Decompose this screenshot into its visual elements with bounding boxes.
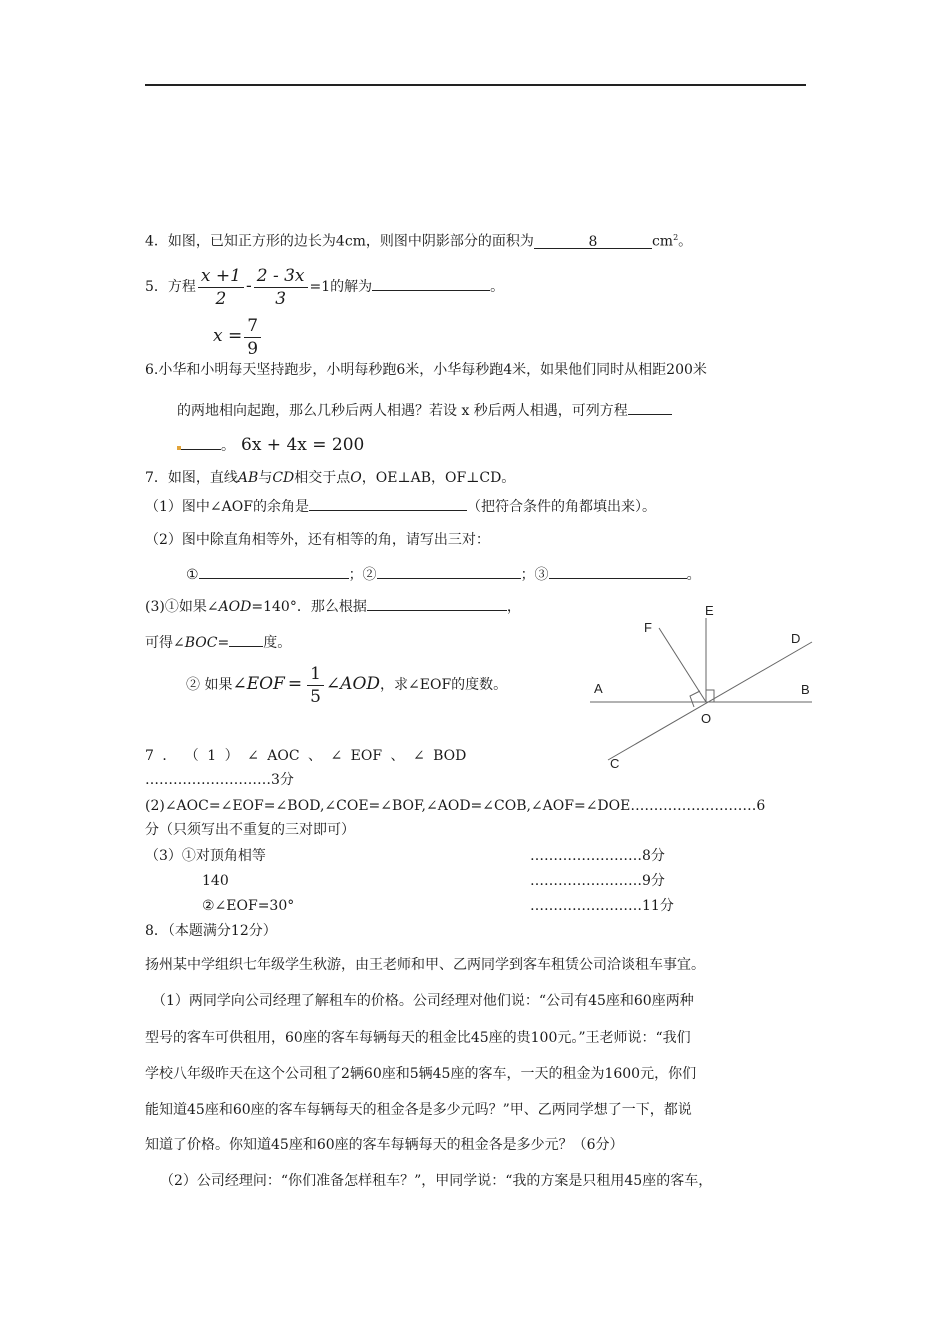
- q8-line-2: （1）两同学向公司经理了解租车的价格。公司经理对他们说：“公司有45座和60座两种: [152, 993, 694, 1009]
- ans7-line-2: ………………………3分: [145, 772, 294, 788]
- q5-fraction-2-numerator: 2 - 3x: [254, 265, 308, 288]
- q7-part-3-line-2: [145, 630, 291, 653]
- q6-line-1: 6.小华和小明每天坚持跑步，小明每秒跑6米，小华每秒跑4米，如果他们同时从相距200米: [145, 362, 707, 378]
- right-angle-e: [706, 690, 714, 702]
- label-D: D: [791, 631, 801, 646]
- q7-p3-b: =140°．那么根据: [251, 599, 367, 615]
- ans7-row-3-score: ……………………11分: [530, 898, 674, 914]
- q7-p3-2a: ② 如果: [186, 677, 233, 693]
- q6-line-3: [177, 434, 364, 457]
- q7-intro-d: ，OE⊥AB，OF⊥CD。: [361, 470, 516, 486]
- label-B: B: [801, 682, 810, 697]
- q7-c1: ①: [186, 567, 199, 583]
- q7-part-3-line-1: [145, 594, 521, 617]
- q7-p1-b: （把符合条件的角都填出来）。: [466, 499, 656, 515]
- q7-p3-2eq: =: [287, 674, 303, 694]
- q6-end: 。: [221, 438, 235, 454]
- label-C: C: [610, 756, 620, 771]
- q4-text: 4．如图，已知正方形的边长为4cm，则图中阴影部分的面积为: [145, 233, 534, 250]
- q7-blank-3: [549, 562, 687, 579]
- q5-answer-numerator: 7: [244, 315, 261, 338]
- q7-p3-f: 度。: [263, 635, 292, 651]
- q8-line-7: （2）公司经理问：“你们准备怎样租车？”，甲同学说：“我的方案是只租用45座的客车，: [160, 1173, 713, 1189]
- q8-title: 8．（本题满分12分）: [145, 923, 277, 939]
- q5-fraction-1-numerator: x +1: [198, 265, 244, 288]
- q5-answer-fraction: [244, 315, 261, 360]
- label-O: O: [701, 711, 712, 726]
- label-F: F: [644, 620, 652, 635]
- q7-part-2: （2）图中除直角相等外，还有相等的角，请写出三对：: [145, 532, 490, 548]
- q7-c-end: 。: [686, 567, 701, 583]
- q7-p3-c: ，: [506, 599, 521, 615]
- q8-line-6: 知道了价格。你知道45座和60座的客车每辆每天的租金各是多少元？（6分）: [145, 1137, 624, 1153]
- q8-line-3: 型号的客车可供租用，60座的客车每辆每天的租金比45座的贵100元。”王老师说：“我们: [145, 1030, 691, 1046]
- q7-p3-d: 可得∠: [145, 635, 185, 651]
- q6-blank-1: [628, 398, 672, 415]
- q4-unit: cm: [651, 233, 674, 250]
- q5-minus: -: [245, 276, 252, 296]
- q7-p3-boc: BOC: [184, 635, 218, 651]
- q7-p3-2eof: ∠EOF: [232, 674, 285, 694]
- q7-blank-1: [199, 562, 349, 579]
- q5-answer-denominator: 9: [247, 338, 259, 359]
- q7-p3-blank-2: [229, 630, 263, 647]
- ans7-row-1-score: ……………………8分: [530, 848, 665, 864]
- q7-c3: ；③: [520, 567, 549, 583]
- question-5: [145, 262, 504, 311]
- ans7-line-1: 7 ． （ 1 ） ∠ AOC 、 ∠ EOF 、 ∠ BOD: [145, 748, 467, 764]
- q5-answer-blank: [372, 274, 490, 291]
- q5-fraction-1-denominator: 2: [215, 288, 227, 309]
- ans7-row-2-score: ……………………9分: [530, 873, 665, 889]
- q7-part-2-blanks: [186, 562, 701, 585]
- q7-p3-aod: AOD: [218, 599, 252, 615]
- ans7-row-1-label: （3）①对顶角相等: [145, 848, 266, 864]
- line-cd: [608, 642, 812, 760]
- q8-line-5: 能知道45座和60座的客车每辆每天的租金各是多少元吗？”甲、乙两同学想了一下，都说: [145, 1102, 692, 1118]
- q7-o: O: [350, 470, 362, 486]
- q5-fraction-1: [198, 265, 244, 310]
- q5-answer: [213, 312, 263, 361]
- q6-blank-2: [181, 435, 221, 450]
- q7-intro-a: 7．如图，直线: [145, 470, 238, 486]
- q7-p3-a: (3)①如果∠: [145, 599, 219, 615]
- q7-part-1: [145, 494, 656, 517]
- q8-line-4: 学校八年级昨天在这个公司租了2辆60座和5辆45座的客车，一天的租金为1600元，你们: [145, 1066, 697, 1082]
- geometry-figure: [580, 598, 816, 776]
- q5-fraction-2: [254, 265, 308, 310]
- q7-cd: CD: [272, 470, 295, 486]
- right-angle-f: [690, 691, 700, 707]
- q7-part-3-line-3: [186, 660, 507, 709]
- q4-answer-blank: [534, 232, 652, 249]
- q7-p3-e: =: [217, 635, 230, 651]
- ans7-row-2-label: 140: [202, 873, 229, 889]
- q7-c2: ；②: [348, 567, 377, 583]
- q7-fraction-numerator: 1: [307, 663, 324, 686]
- q7-intro-c: 相交于点: [294, 470, 351, 486]
- ans7-line-3: (2)∠AOC=∠EOF=∠BOD,∠COE=∠BOF,∠AOD=∠COB,∠AOF=∠DOE………………………6: [145, 798, 766, 814]
- q4-end: 。: [678, 233, 693, 250]
- q7-p3-2b: ，求∠EOF的度数。: [380, 677, 508, 693]
- q5-equals: =1的解为: [309, 279, 373, 295]
- question-4: [145, 228, 692, 252]
- ray-of: [659, 628, 706, 702]
- q7-intro: [145, 468, 515, 488]
- q7-fraction: [307, 663, 324, 708]
- q7-ab: AB: [237, 470, 259, 486]
- q6-line-2-text: 的两地相向起跑，那么几秒后两人相遇？若设 x 秒后两人相遇，可列方程: [177, 403, 628, 419]
- q5-prefix: 5．方程: [145, 279, 196, 295]
- q7-p3-blank-1: [367, 594, 507, 611]
- q7-p3-2aod: ∠AOD: [325, 674, 381, 694]
- label-E: E: [705, 603, 714, 618]
- q5-end: 。: [490, 279, 505, 295]
- label-A: A: [594, 681, 603, 696]
- ans7-line-4: 分（只须写出不重复的三对即可）: [145, 822, 355, 838]
- q6-line-2: [177, 398, 672, 421]
- q7-p1-blank: [309, 494, 467, 511]
- q7-fraction-denominator: 5: [310, 686, 321, 707]
- q8-line-1: 扬州某中学组织七年级学生秋游，由王老师和甲、乙两同学到客车租赁公司洽谈租车事宜。: [145, 957, 705, 973]
- q7-intro-b: 与: [258, 470, 273, 486]
- q5-answer-x: x =: [213, 326, 243, 346]
- q6-equation: 6x + 4x = 200: [241, 435, 365, 455]
- ans7-row-3-label: ②∠EOF=30°: [202, 898, 295, 914]
- q4-answer: 8: [588, 233, 598, 250]
- q5-fraction-2-denominator: 3: [275, 288, 287, 309]
- header-rule: [145, 84, 806, 86]
- q7-p1-a: （1）图中∠AOF的余角是: [145, 499, 309, 515]
- q7-blank-2: [377, 562, 521, 579]
- q4-unit-sup: 2: [673, 233, 679, 242]
